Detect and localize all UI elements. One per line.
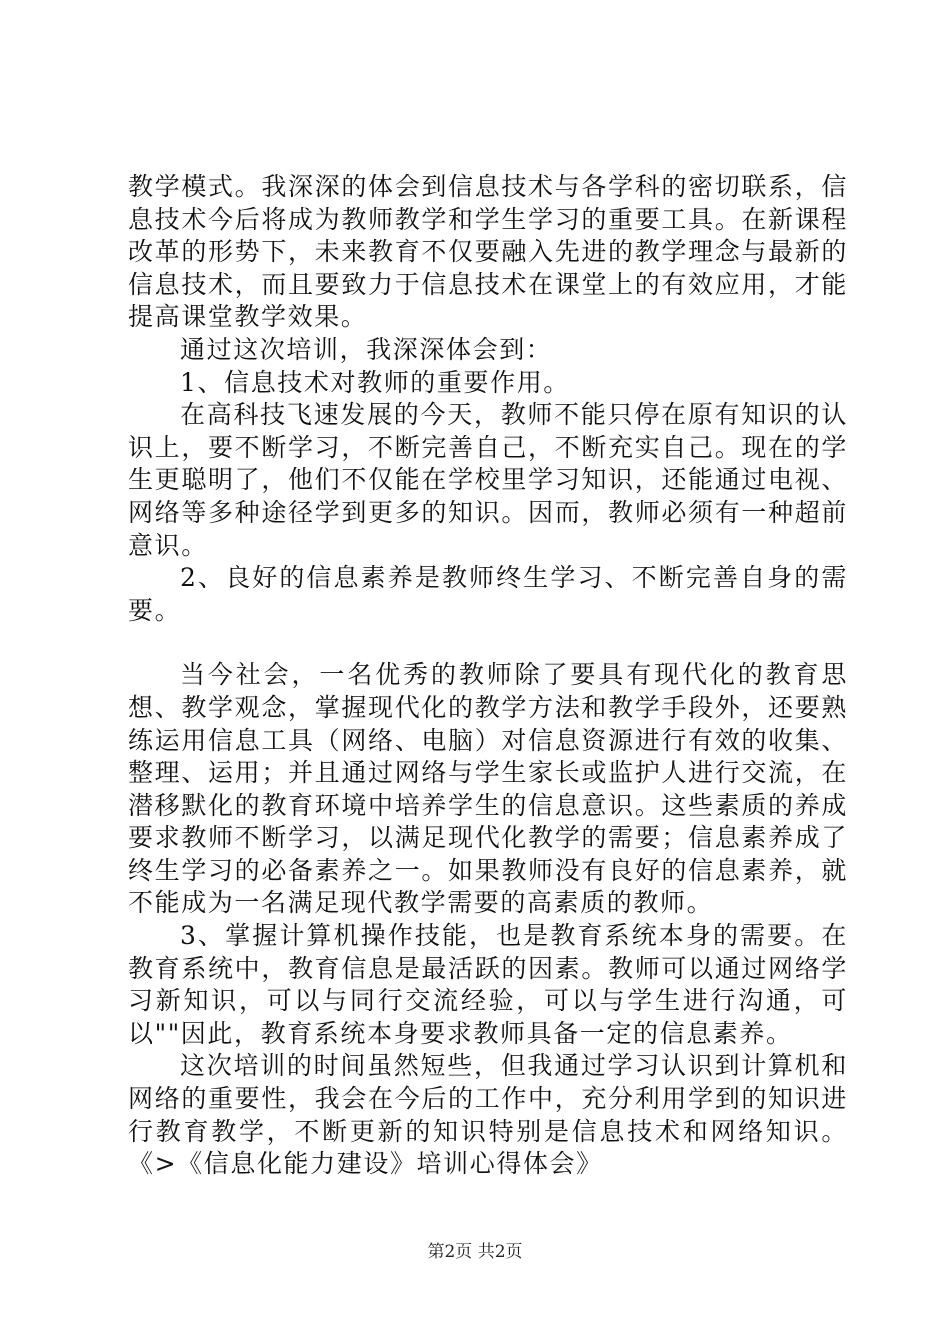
document-body: [128, 171, 848, 1181]
page-footer: 第2页 共2页: [427, 1242, 523, 1262]
paragraph-continuation: 教学模式。我深深的体会到信息技术与各学科的密切联系，信息技术今后将成为教师教学和学生学习的重要工具。在新课程改革的形势下，未来教育不仅要融入先进的教学理念与最新的信息技术，而且要致力于信息技术在课堂上的有效应用，才能提高课堂教学效果。: [128, 172, 848, 332]
paragraph-conclusion: 这次培训的时间虽然短些，但我通过学习认识到计算机和网络的重要性，我会在今后的工作中，充分利用学到的知识进行教育教学，不断更新的知识特别是信息技术和网络知识。《>《信息化能力建设》培训心得体会》: [128, 1051, 848, 1179]
paragraph-point-1: 1、信息技术对教师的重要作用。: [180, 367, 570, 397]
paragraph-point-2-detail: 当今社会，一名优秀的教师除了要具有现代化的教育思想、教学观念，掌握现代化的教学方法和教学手段外，还要熟练运用信息工具（网络、电脑）对信息资源进行有效的收集、整理、运用；并且通过网络与学生家长或监护人进行交流，在潜移默化的教育环境中培养学生的信息意识。这些素质的养成要求教师不断学习，以满足现代化教学的需要；信息素养成了终生学习的必备素养之一。如果教师没有良好的信息素养，就不能成为一名满足现代教学需要的高素质的教师。: [128, 660, 848, 918]
paragraph-point-2: 2、良好的信息素养是教师终生学习、不断完善自身的需要。: [128, 563, 848, 625]
paragraph-intro: 通过这次培训，我深深体会到：: [180, 334, 553, 364]
paragraph-point-3: 3、掌握计算机操作技能，也是教育系统本身的需要。在教育系统中，教育信息是最活跃的因素。教师可以通过网络学习新知识，可以与同行交流经验，可以与学生进行沟通，可以""因此，教育系统本身要求教师具备一定的信息素养。: [128, 921, 848, 1048]
paragraph-point-1-detail: 在高科技飞速发展的今天，教师不能只停在原有知识的认识上，要不断学习，不断完善自己，不断充实自己。现在的学生更聪明了，他们不仅能在学校里学习知识，还能通过电视、网络等多种途径学到更多的知识。因而，教师必须有一种超前意识。: [128, 400, 848, 560]
